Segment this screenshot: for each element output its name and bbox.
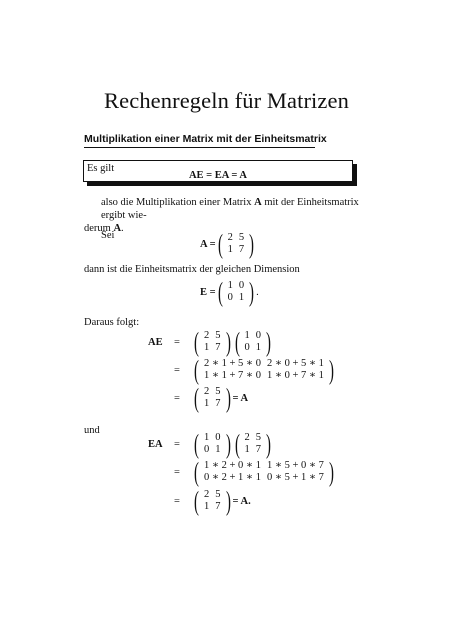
matrix-cell: 0 [204,444,210,455]
ae-row-3: = ( 2 5 1 7 ) = A [174,383,249,413]
matrix-bracket: ( [194,457,199,487]
matrix-cell: 5 [255,432,261,443]
matrix-cell: 7 [238,244,245,255]
matrix-bracket: ( [194,355,199,385]
matrix-cell: 1 [215,444,221,455]
ea-matrix-a [233,429,274,459]
matrix-bracket: ( [194,327,199,357]
matrix-cell: 1 [204,432,210,443]
note-equation: AE = EA = A [188,170,248,181]
matrix-cell: 7 [215,342,221,353]
ea-row-2: = ( 1 ∗ 2 + 0 ∗ 1 1 ∗ 5 + 0 ∗ 7 0 ∗ 2 + 1 ∗ 1 0 ∗ 5 + 1 ∗ 7 ) [148,460,336,484]
matrix-cell: 7 [255,444,261,455]
matrix-cell: 2 [204,489,210,500]
matrix-cell: 1 [227,244,233,255]
matrix-bracket: ) [328,355,334,385]
matrix-bracket: ) [225,327,231,357]
matrix-bracket: ( [217,229,223,259]
matrix-cell: 0 ∗ 5 + 1 ∗ 7 [266,472,324,483]
matrix-bracket: ( [234,327,240,357]
ae-matrix-a [192,327,233,357]
ea-matrix-e [192,429,233,459]
paragraph-2: dann ist die Einheitsmatrix der gleichen Dimension [84,264,300,275]
matrix-cell: 1 ∗ 0 + 7 ∗ 1 [266,370,324,381]
matrix-cell: 5 [215,330,221,341]
definition-e: E = ( 1 0 0 1 ) . [200,277,259,307]
matrix-cell: 1 [204,398,210,409]
matrix-cell: 1 [204,342,210,353]
matrix-cell: 0 [255,330,261,341]
matrix-cell: 0 [227,292,233,303]
ae-row-1: AE = ( 2 5 1 7 ) ( 1 0 0 1 ) [148,330,273,354]
matrix-bracket: ) [225,486,231,516]
matrix-bracket: ) [225,429,231,459]
matrix-e [216,277,257,307]
matrix-bracket: ) [266,327,271,357]
und-text: und [84,425,100,436]
matrix-bracket: ) [328,457,334,487]
matrix-cell: 1 [204,501,210,512]
matrix-cell: 1 [227,280,233,291]
matrix-bracket: ) [225,383,231,413]
ea-row-3: = ( 2 5 1 7 ) = A. [174,486,251,516]
matrix-bracket: ) [266,429,271,459]
matrix-a [216,229,257,259]
ae-matrix-e [233,327,274,357]
ea-matrix-products [192,457,336,487]
paragraph-1: also die Multiplikation einer Matrix A mit der Einheitsmatrix ergibt wie- derum A. [84,197,359,234]
matrix-bracket: ( [194,429,199,459]
matrix-cell: 0 ∗ 2 + 1 ∗ 1 [204,472,261,483]
matrix-bracket: ( [234,429,240,459]
definition-a: A = ( 2 5 1 7 ) [200,232,256,256]
matrix-cell: 1 [244,330,250,341]
matrix-bracket: ( [194,383,199,413]
section-underline [84,147,315,148]
matrix-cell: 0 [238,280,245,291]
matrix-cell: 7 [215,501,221,512]
ea-row-1: EA = ( 1 0 0 1 ) ( 2 5 1 7 ) [148,432,273,456]
ae-matrix-products [192,355,336,385]
matrix-cell: 1 ∗ 5 + 0 ∗ 7 [266,460,324,471]
matrix-bracket: ( [194,486,199,516]
matrix-cell: 1 [238,292,245,303]
matrix-cell: 5 [238,232,245,243]
matrix-cell: 5 [215,489,221,500]
matrix-cell: 7 [215,398,221,409]
matrix-cell: 1 [255,342,261,353]
matrix-bracket: ) [249,229,255,259]
daraus-text: Daraus folgt: [84,317,140,328]
matrix-cell: 2 [227,232,233,243]
matrix-cell: 1 ∗ 2 + 0 ∗ 1 [204,460,261,471]
matrix-cell: 2 [204,386,210,397]
note-lead-text: Es gilt [87,163,115,174]
matrix-cell: 2 [204,330,210,341]
page-title: Rechenregeln für Matrizen [104,88,349,113]
sei-text: Sei [101,230,115,241]
matrix-cell: 0 [215,432,221,443]
matrix-cell: 0 [244,342,250,353]
matrix-cell: 1 [244,444,250,455]
section-heading: Multiplikation einer Matrix mit der Einheitsmatrix [84,133,327,145]
matrix-bracket: ) [249,277,255,307]
matrix-cell: 1 ∗ 1 + 7 ∗ 0 [204,370,261,381]
matrix-cell: 5 [215,386,221,397]
matrix-cell: 2 [244,432,250,443]
matrix-bracket: ( [217,277,223,307]
matrix-cell: 2 ∗ 0 + 5 ∗ 1 [266,358,324,369]
ae-row-2: = ( 2 ∗ 1 + 5 ∗ 0 2 ∗ 0 + 5 ∗ 1 1 ∗ 1 + 7 ∗ 0 1 ∗ 0 + 7 ∗ 1 ) [148,358,336,382]
matrix-cell: 2 ∗ 1 + 5 ∗ 0 [204,358,261,369]
note-box [83,160,353,182]
